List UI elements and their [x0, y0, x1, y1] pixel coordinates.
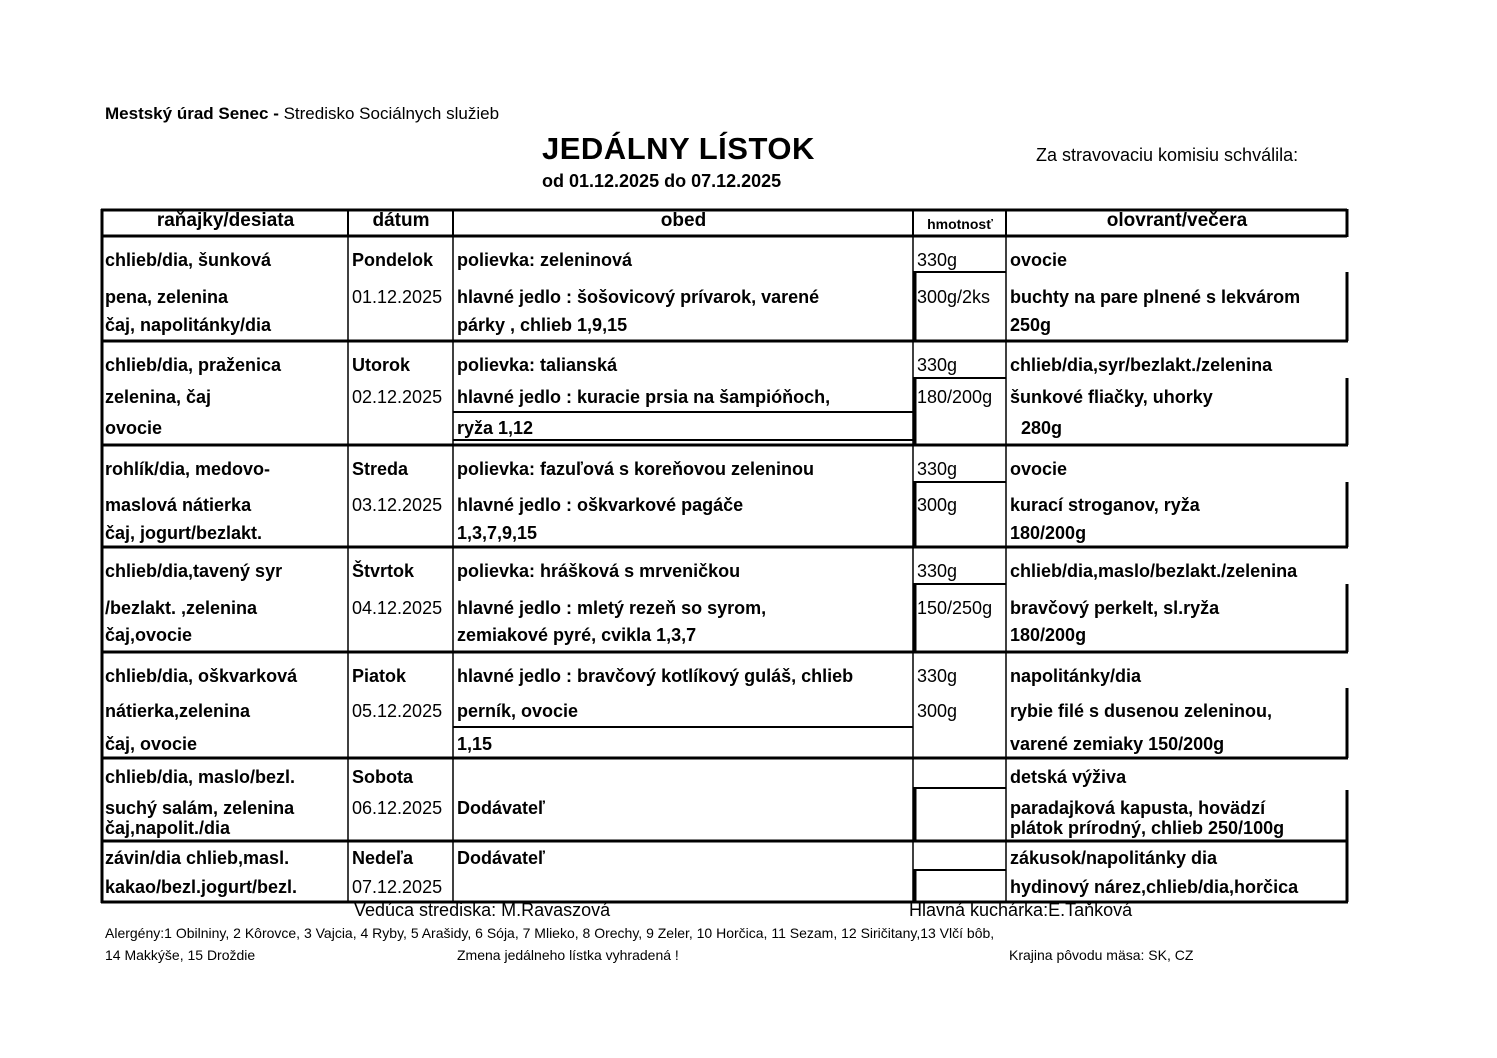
lunch-line: polievka: talianská — [457, 355, 618, 375]
breakfast-line: chlieb/dia, praženica — [105, 355, 282, 375]
dinner-line: 250g — [1010, 315, 1052, 335]
lunch-line: polievka: zeleninová — [457, 250, 633, 270]
dinner-line: chlieb/dia,syr/bezlakt./zelenina — [1010, 355, 1273, 375]
breakfast-line: chlieb/dia,tavený syr — [105, 561, 283, 581]
lunch-line: zemiakové pyré, cvikla 1,3,7 — [457, 625, 697, 645]
weight-value: 300g/2ks — [917, 287, 991, 307]
breakfast-line: /bezlakt. ,zelenina — [105, 598, 258, 618]
dinner-line: bravčový perkelt, sl.ryža — [1010, 598, 1220, 618]
day-name: Nedeľa — [352, 848, 413, 868]
day-date: 03.12.2025 — [352, 495, 443, 515]
lunch-line: 1,3,7,9,15 — [457, 523, 538, 543]
breakfast-line: chlieb/dia, šunková — [105, 250, 272, 270]
column-header-lunch: obed — [660, 210, 707, 231]
lunch-line: 1,15 — [457, 734, 493, 754]
weight-value: 150/250g — [917, 598, 993, 618]
lunch-supplier: Dodávateľ — [457, 798, 545, 818]
change-notice: Zmena jedálneho lístka vyhradená ! — [457, 947, 679, 963]
breakfast-line: čaj, jogurt/bezlakt. — [105, 523, 263, 543]
dinner-line: plátok prírodný, chlieb 250/100g — [1010, 818, 1285, 838]
weight-value: 330g — [917, 666, 958, 686]
weight-value: 330g — [917, 459, 958, 479]
breakfast-line: suchý salám, zelenina — [105, 798, 295, 818]
dinner-line: zákusok/napolitánky dia — [1010, 848, 1218, 868]
dinner-line: 280g — [1021, 418, 1063, 438]
organization-name: Mestský úrad Senec - — [105, 104, 279, 123]
day-date: 06.12.2025 — [352, 798, 443, 818]
lunch-line: hlavné jedlo : mletý rezeň so syrom, — [457, 598, 767, 618]
column-header-date: dátum — [372, 210, 430, 231]
dinner-line: 180/200g — [1010, 523, 1087, 543]
breakfast-line: ovocie — [105, 418, 163, 438]
weight-value: 300g — [917, 701, 958, 721]
weight-value: 300g — [917, 495, 958, 515]
allergens-list-continued: 14 Makkýše, 15 Droždie — [105, 947, 256, 963]
lunch-line: ryža 1,12 — [457, 418, 534, 438]
weight-value: 180/200g — [917, 387, 993, 407]
lunch-line: párky , chlieb 1,9,15 — [457, 315, 628, 335]
head-cook: Hlavná kuchárka:E.Taňková — [909, 900, 1133, 920]
menu-period: od 01.12.2025 do 07.12.2025 — [542, 171, 782, 191]
dinner-line: paradajková kapusta, hovädzí — [1010, 798, 1266, 818]
column-header-weight: hmotnosť — [927, 216, 993, 232]
breakfast-line: čaj,napolit./dia — [105, 818, 231, 838]
day-date: 02.12.2025 — [352, 387, 443, 407]
dinner-line: detská výživa — [1010, 767, 1127, 787]
lunch-line: polievka: fazuľová s koreňovou zeleninou — [457, 459, 815, 479]
day-name: Pondelok — [352, 250, 434, 270]
dinner-line: ovocie — [1010, 459, 1068, 479]
day-date: 07.12.2025 — [352, 877, 443, 897]
page-title: JEDÁLNY LÍSTOK — [542, 131, 815, 166]
head-of-center: Vedúca strediska: M.Ravaszová — [354, 900, 611, 920]
dinner-line: napolitánky/dia — [1010, 666, 1142, 686]
allergens-list: Alergény:1 Obilniny, 2 Kôrovce, 3 Vajcia, 4 Ryby, 5 Arašidy, 6 Sója, 7 Mlieko, 8 Orechy, 9 Zeler, 10 Horčica, 11 Sezam, 12 Siričitany,13 Vlčí bôb, — [105, 925, 995, 941]
breakfast-line: zelenina, čaj — [105, 387, 212, 407]
day-date: 04.12.2025 — [352, 598, 443, 618]
day-name: Štvrtok — [352, 561, 415, 581]
breakfast-line: pena, zelenina — [105, 287, 229, 307]
day-name: Sobota — [352, 767, 413, 787]
column-header-breakfast: raňajky/desiata — [156, 210, 295, 231]
dinner-line: šunkové fliačky, uhorky — [1010, 387, 1213, 407]
lunch-line: hlavné jedlo : šošovicový prívarok, varené — [457, 287, 820, 307]
dinner-line: chlieb/dia,maslo/bezlakt./zelenina — [1010, 561, 1298, 581]
lunch-line: polievka: hrášková s mrveničkou — [457, 561, 741, 581]
dinner-line: varené zemiaky 150/200g — [1010, 734, 1225, 754]
dinner-line: hydinový nárez,chlieb/dia,horčica — [1010, 877, 1299, 897]
meat-origin: Krajina pôvodu mäsa: SK, CZ — [1009, 947, 1194, 963]
day-date: 05.12.2025 — [352, 701, 443, 721]
lunch-line: hlavné jedlo : oškvarkové pagáče — [457, 495, 744, 515]
column-header-dinner: olovrant/večera — [1106, 210, 1248, 231]
dinner-line: kurací stroganov, ryža — [1010, 495, 1200, 515]
day-name: Piatok — [352, 666, 407, 686]
lunch-line: hlavné jedlo : kuracie prsia na šampióňoch, — [457, 387, 831, 407]
breakfast-line: čaj, napolitánky/dia — [105, 315, 272, 335]
day-name: Utorok — [352, 355, 410, 375]
breakfast-line: čaj,ovocie — [105, 625, 193, 645]
day-date: 01.12.2025 — [352, 287, 443, 307]
weight-value: 330g — [917, 250, 958, 270]
dinner-line: ovocie — [1010, 250, 1068, 270]
lunch-line: hlavné jedlo : bravčový kotlíkový guláš, chlieb — [457, 666, 854, 686]
dinner-line: rybie filé s dusenou zeleninou, — [1010, 701, 1273, 721]
day-name: Streda — [352, 459, 409, 479]
weight-value: 330g — [917, 355, 958, 375]
breakfast-line: závin/dia chlieb,masl. — [105, 848, 290, 868]
breakfast-line: nátierka,zelenina — [105, 701, 251, 721]
weight-value: 330g — [917, 561, 958, 581]
organization-unit: Stredisko Sociálnych služieb — [278, 104, 500, 123]
lunch-line: perník, ovocie — [457, 701, 579, 721]
approval-note: Za stravovaciu komisiu schválila: — [1036, 145, 1299, 165]
dinner-line: buchty na pare plnené s lekvárom — [1010, 287, 1301, 307]
breakfast-line: čaj, ovocie — [105, 734, 198, 754]
dinner-line: 180/200g — [1010, 625, 1087, 645]
breakfast-line: chlieb/dia, maslo/bezl. — [105, 767, 296, 787]
lunch-supplier: Dodávateľ — [457, 848, 545, 868]
breakfast-line: kakao/bezl.jogurt/bezl. — [105, 877, 298, 897]
breakfast-line: maslová nátierka — [105, 495, 252, 515]
breakfast-line: rohlík/dia, medovo- — [105, 459, 271, 479]
breakfast-line: chlieb/dia, oškvarková — [105, 666, 298, 686]
